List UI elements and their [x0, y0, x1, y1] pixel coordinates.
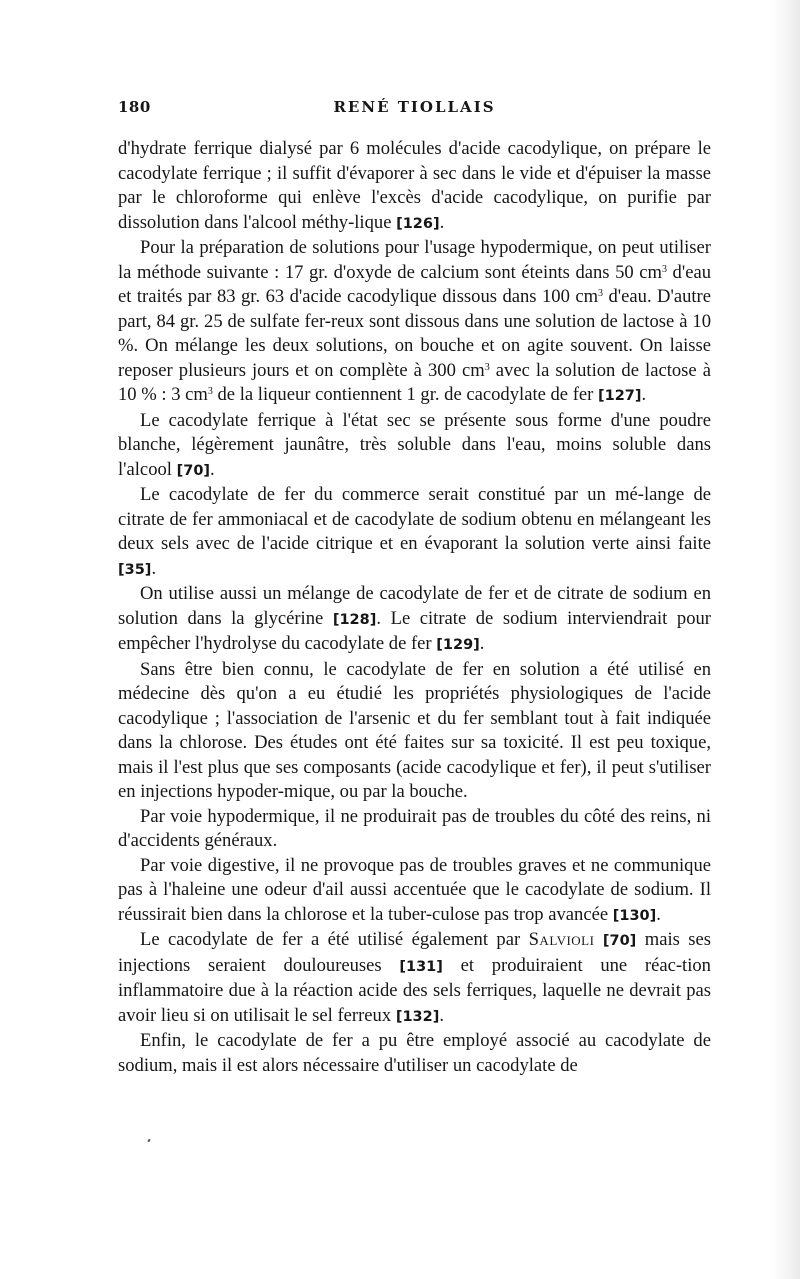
paragraph-3 — [118, 409, 711, 484]
reference-citation: [131] — [399, 958, 443, 975]
reference-citation: [126] — [396, 215, 440, 232]
text-run: Le cacodylate de fer du commerce serait constitué par un mé-lange de citrate de fer ammoniacal et de cacodylate de sodium obtenu en mélangeant les deux sels avec de l'acide citrique et en évaporant la solution verte ainsi faite — [118, 484, 711, 554]
superscript: 3 — [661, 263, 667, 275]
paragraph-1 — [118, 137, 711, 236]
reference-citation: [35] — [118, 561, 152, 578]
text-run: . — [151, 557, 157, 579]
running-title: RENÉ TIOLLAIS — [333, 98, 496, 116]
ink-speck — [147, 1139, 150, 1143]
page-header — [118, 98, 711, 120]
paragraph-4 — [118, 483, 711, 582]
author-name: Salvioli — [528, 929, 595, 950]
superscript: 3 — [484, 361, 490, 373]
text-run: Par voie digestive, il ne provoque pas de troubles graves et ne communique pas à l'haleine une odeur d'ail aussi accentuée que le cacodylate de sodium. Il réussirait bien dans la chlorose et la tuber-culose pas trop avancée — [118, 854, 711, 925]
text-run: mais ses injections seraient douloureuses — [118, 929, 711, 976]
text-run: . Le citrate de sodium interviendrait pour empêcher l'hydrolyse du cacodylate de fer — [118, 607, 711, 654]
paragraph-2 — [118, 236, 711, 409]
reference-citation: [130] — [612, 907, 657, 924]
text-run: avec la solution de lactose à 10 % : 3 cm — [118, 359, 711, 405]
text-run: Pour la préparation de solutions pour l'usage hypodermique, on peut utiliser la méthode suivante : 17 gr. d'oxyde de calcium sont éteints dans 50 cm — [118, 237, 711, 283]
text-run: Enfin, le cacodylate de fer a pu être employé associé au cacodylate de sodium, mais il est alors nécessaire d'utiliser un cacodylate de — [118, 1030, 711, 1076]
text-run: d'eau et traités par 83 gr. 63 d'acide cacodylique dissous dans 100 cm — [118, 261, 711, 307]
reference-citation: [129] — [436, 637, 480, 653]
text-run: et produiraient une réac-tion inflammatoire due à la réaction acide des sels ferriques, laquelle ne devrait pas avoir lieu si on utilisait le sel ferreux — [118, 954, 711, 1026]
reference-citation: [70] — [176, 462, 211, 479]
reference-citation: [70] — [602, 933, 637, 949]
paragraph-8 — [118, 854, 711, 929]
superscript: 3 — [598, 288, 604, 299]
reference-citation: [128] — [332, 611, 377, 628]
paragraph-9 — [118, 928, 711, 1029]
text-run: Le cacodylate de fer a été utilisé également par — [140, 929, 529, 950]
text-run: . — [641, 384, 647, 405]
superscript: 3 — [207, 386, 213, 397]
text-run — [594, 929, 602, 950]
reference-citation: [127] — [598, 388, 642, 404]
paragraph-5 — [118, 582, 711, 658]
paragraph-7 — [118, 805, 711, 854]
text-run: d'hydrate ferrique dialysé par 6 molécules d'acide cacodylique, on prépare le cacodylate ferrique ; il suffit d'évaporer à sec dans le vide et d'épuiser la masse par le chloroforme qui enlève l'excès d'acide cacodylique, on purifie par dissolution dans l'alcool méthy-lique — [118, 138, 711, 233]
paragraph-6 — [118, 658, 711, 805]
text-run: . — [479, 633, 485, 654]
text-run: d'eau. D'autre part, 84 gr. 25 de sulfate fer-reux sont dissous dans une solution de lactose à 10 %. On mélange les deux solutions, on bouche et on agite souvent. On laisse reposer plusieurs jours et on complète à 300 cm — [118, 286, 711, 381]
text-run: . — [656, 903, 661, 925]
reference-citation: [132] — [395, 1008, 440, 1025]
text-run: . — [210, 458, 215, 480]
text-run: Par voie hypodermique, il ne produirait pas de troubles du côté des reins, ni d'accidents généraux. — [118, 805, 711, 851]
page-edge-shadow — [770, 0, 800, 1279]
page-number: 180 — [118, 98, 151, 116]
text-run: On utilise aussi un mélange de cacodylate de fer et de citrate de sodium en solution dans la glycérine — [118, 583, 711, 629]
text-run: Sans être bien connu, le cacodylate de fer en solution a été utilisé en médecine dès qu'on a eu étudié les propriétés physiologiques de l'acide cacodylique ; l'association de l'arsenic et du fer semblant tout à fait indiquée dans la chlorose. Des études ont été faites sur sa toxicité. Il est peu toxique, mais il l'est plus que ses composants (acide cacodylique et fer), il peut s'utiliser en injections hypoder-mique, ou par la bouche. — [118, 658, 711, 802]
paragraph-10 — [118, 1029, 711, 1078]
text-run: de la liqueur contiennent 1 gr. de cacodylate de fer — [212, 384, 598, 405]
text-run: . — [439, 1004, 444, 1026]
text-run: Le cacodylate ferrique à l'état sec se présente sous forme d'une poudre blanche, légèrement jaunâtre, très soluble dans l'eau, moins soluble dans l'alcool — [118, 409, 711, 480]
text-run: . — [439, 211, 445, 233]
body-text — [118, 137, 711, 1078]
